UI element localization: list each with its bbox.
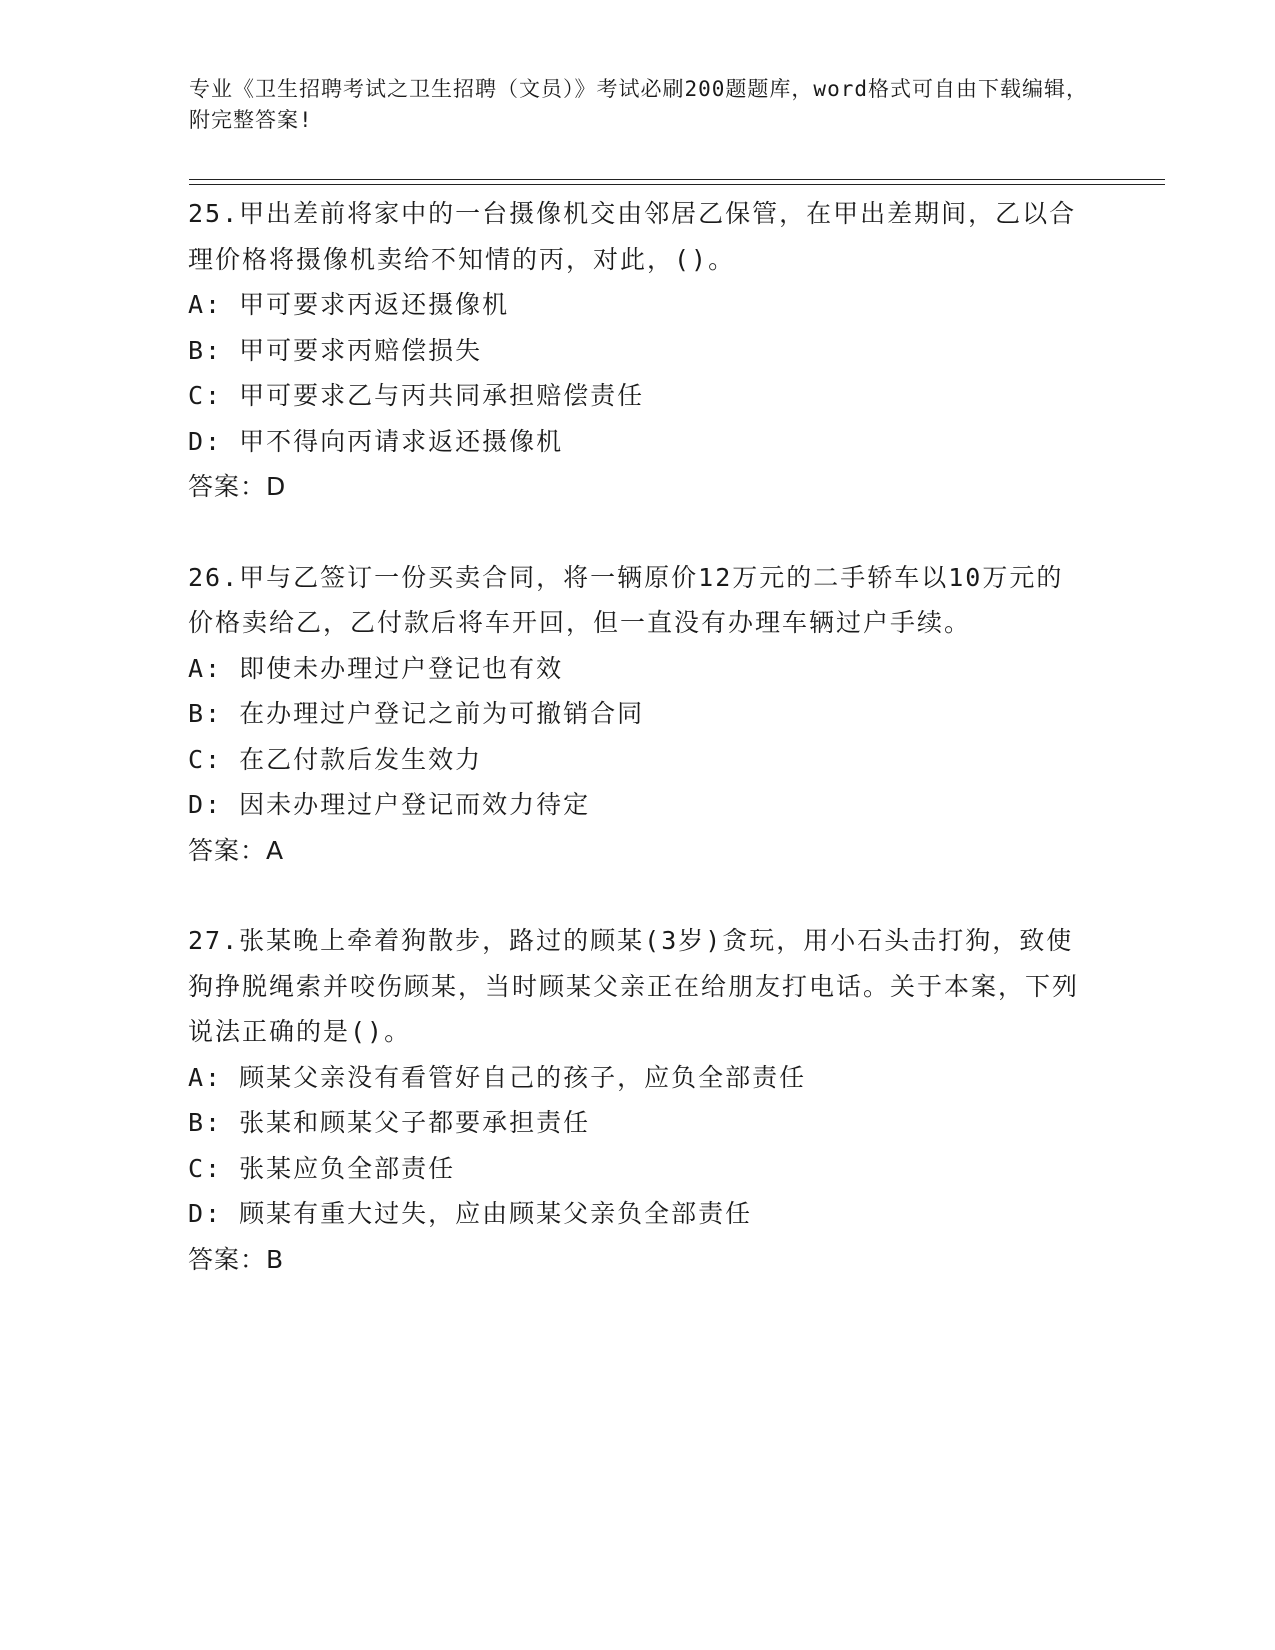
answer-value: B: [266, 1244, 286, 1274]
answer-value: A: [266, 835, 286, 865]
header-divider: [189, 179, 1165, 185]
option-a: A: 顾某父亲没有看管好自己的孩子，应负全部责任: [188, 1062, 807, 1092]
option-a: A: 即使未办理过户登记也有效: [188, 653, 564, 683]
option-c: C: 甲可要求乙与丙共同承担赔偿责任: [188, 381, 645, 410]
option-a: A: 甲可要求丙返还摄像机: [188, 290, 510, 319]
header-text: 专业《卫生招聘考试之卫生招聘（文员）》考试必刷200题题库，word格式可自由下载编辑，附完整答案!: [189, 77, 1088, 132]
option-d: D: 因未办理过户登记而效力待定: [188, 790, 591, 819]
question-item: [188, 191, 1088, 510]
option-d: D: 顾某有重大过失，应由顾某父亲负全部责任: [188, 1199, 753, 1228]
answer-line: [188, 1237, 1088, 1283]
answer-line: [188, 464, 1088, 510]
answer-line: [188, 828, 1088, 874]
question-stem: 27.张某晚上牵着狗散步，路过的顾某(3岁)贪玩，用小石头击打狗，致使狗挣脱绳索并咬伤顾某，当时顾某父亲正在给朋友打电话。关于本案，下列说法正确的是()。: [188, 926, 1080, 1046]
question-list: [188, 191, 1088, 1327]
answer-value: D: [266, 472, 288, 501]
document-header: [189, 74, 1089, 136]
option-c: C: 张某应负全部责任: [188, 1153, 456, 1183]
option-d: D: 甲不得向丙请求返还摄像机: [188, 426, 564, 456]
answer-label: 答案：: [188, 835, 267, 865]
question-stem: 26.甲与乙签订一份买卖合同，将一辆原价12万元的二手轿车以10万元的价格卖给乙，乙付款后将车开回，但一直没有办理车辆过户手续。: [188, 562, 1064, 637]
question-stem: 25.甲出差前将家中的一台摄像机交由邻居乙保管，在甲出差期间，乙以合理价格将摄像机卖给不知情的丙，对此，()。: [188, 199, 1077, 274]
option-b: B: 甲可要求丙赔偿损失: [188, 335, 483, 365]
question-item: [188, 555, 1088, 874]
option-c: C: 在乙付款后发生效力: [188, 744, 483, 774]
option-b: B: 在办理过户登记之前为可撤销合同: [188, 699, 645, 728]
question-item: [188, 918, 1088, 1282]
answer-label: 答案：: [188, 1244, 267, 1274]
option-b: B: 张某和顾某父子都要承担责任: [188, 1108, 591, 1137]
answer-label: 答案：: [188, 472, 267, 501]
